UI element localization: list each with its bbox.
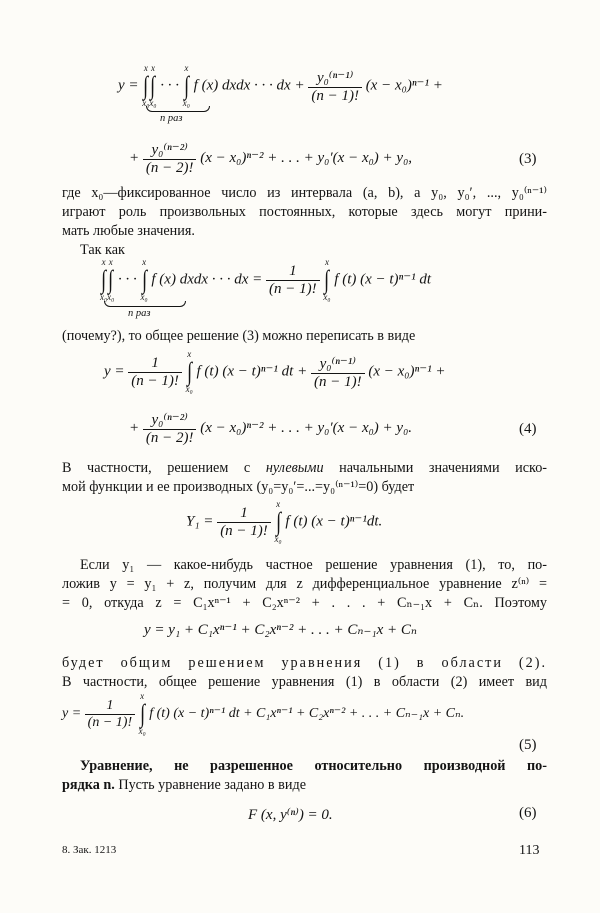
denominator: (n − 2)! [143, 429, 197, 447]
numerator: y₀⁽ⁿ⁻¹⁾ [316, 69, 354, 86]
integral-sign: ∫ [139, 699, 145, 728]
lower-limit: x₀ [149, 98, 157, 108]
eq5 [62, 692, 464, 736]
eq-general: y = y₁ + C₁xⁿ⁻¹ + C₂xⁿ⁻² + . . . + Cₙ₋₁x + Cₙ [144, 622, 418, 638]
lower-limit: x₀ [100, 292, 108, 302]
eq-number-6: (6) [519, 805, 537, 821]
numerator: y₀⁽ⁿ⁻²⁾ [151, 412, 188, 428]
plus-sign: + [129, 419, 140, 436]
eq-since [100, 258, 431, 302]
n-times-label: n раз [160, 113, 183, 124]
eq-Y1 [186, 500, 382, 544]
paragraph-3: (почему?), то общее решение (3) можно переписать в виде [62, 328, 416, 344]
numerator: 1 [240, 504, 248, 521]
integral [183, 64, 190, 108]
since-integrand: f (x) dxdx · · · dx = [151, 271, 263, 288]
eq5-lhs: y = [62, 706, 82, 722]
text-span: начальными значениями иско- [339, 460, 548, 476]
bold-heading: рядка n. [62, 777, 115, 793]
eq-number-3: (3) [519, 151, 537, 167]
upper-limit: x [150, 63, 155, 73]
text-span: В частности, решением с [62, 460, 251, 476]
lower-limit: x₀ [323, 292, 331, 302]
upper-limit: x [143, 63, 148, 73]
n-times-label: n раз [128, 308, 151, 319]
eq3-tail: (x − x₀)ⁿ⁻¹ + [365, 77, 443, 94]
eq4-lhs: y = [104, 363, 125, 380]
dots: · · · [118, 271, 137, 288]
eq4b-tail: (x − x₀)ⁿ⁻² + . . . + y₀′(x − x₀) + y₀. [200, 419, 413, 436]
eq5-fraction [85, 698, 135, 731]
integral-sign: ∫ [324, 265, 330, 294]
lower-limit: x₀ [140, 292, 148, 302]
plus-sign: + [129, 149, 140, 166]
emphasis: нулевыми [265, 460, 324, 476]
eq3b-tail: (x − x₀)ⁿ⁻² + . . . + y₀′(x − x₀) + y₀, [200, 149, 413, 166]
eq3-line2 [129, 140, 412, 177]
paragraph-6-line2: В частности, общее решение уравнения (1) в области (2) имеет вид [62, 674, 547, 690]
paragraph-6-line1: будет общим решением уравнения (1) в области (2). [62, 655, 547, 671]
lower-limit: x₀ [138, 726, 146, 736]
eq4-line2 [129, 410, 412, 447]
integral [275, 500, 282, 544]
footer-signature: 8. Зак. 1213 [62, 844, 117, 856]
denominator: (n − 1)! [85, 714, 135, 731]
paragraph-7-line2 [62, 776, 306, 795]
integral-sign: ∫ [186, 357, 192, 386]
upper-limit: x [184, 63, 189, 73]
integral [107, 258, 114, 302]
Y1-fraction [217, 505, 271, 540]
upper-limit: x [108, 257, 113, 267]
eq4b-fraction [143, 410, 197, 447]
paragraph-5-line1: Если y₁ — какое-нибудь частное решение уравнения (1), то, по- [80, 557, 547, 573]
upper-limit: x [187, 349, 192, 359]
numerator: y₀⁽ⁿ⁻²⁾ [151, 142, 188, 158]
eq4-fraction-2 [311, 354, 365, 391]
eq3-fraction [308, 68, 362, 105]
paragraph-1-line3: мать любые значения. [62, 223, 195, 239]
denominator: (n − 1)! [217, 522, 271, 540]
underbrace [146, 106, 210, 112]
denominator: (n − 1)! [311, 373, 365, 391]
integral-sign: ∫ [183, 71, 189, 100]
since-fraction [266, 263, 320, 298]
numerator: y₀⁽ⁿ⁻¹⁾ [319, 355, 356, 372]
integral [141, 258, 148, 302]
paragraph-4-line1 [62, 459, 547, 478]
upper-limit: x [324, 257, 329, 267]
paragraph-1-line1: где x₀—фиксированное число из интервала (a, b), а y₀, y₀′, ..., y₀⁽ⁿ⁻¹⁾ [62, 185, 547, 201]
integral-sign: ∫ [101, 265, 107, 294]
integral [149, 64, 156, 108]
eq-number-4: (4) [519, 421, 537, 437]
paragraph-7-line1: Уравнение, не разрешенное относительно производной по- [80, 758, 547, 774]
lower-limit: x₀ [182, 98, 190, 108]
Y1-tail: f (t) (x − t)ⁿ⁻¹dt. [285, 513, 383, 530]
paragraph-5-line2: ложив y = y₁ + z, получим для z дифференциальное уравнение z⁽ⁿ⁾ = [62, 576, 547, 592]
eq3b-fraction [143, 140, 197, 177]
eq5-tail: f (t) (x − t)ⁿ⁻¹ dt + C₁xⁿ⁻¹ + C₂xⁿ⁻² + . . . + Cₙ₋₁x + Cₙ. [149, 706, 465, 722]
eq4-tail: (x − x₀)ⁿ⁻¹ + [368, 363, 446, 380]
underbrace [104, 301, 186, 307]
upper-limit: x [140, 691, 145, 701]
lower-limit: x₀ [274, 534, 282, 544]
numerator: 1 [106, 697, 114, 713]
integral-sign: ∫ [275, 507, 281, 536]
numerator: 1 [289, 262, 297, 279]
eq4-line1 [104, 350, 445, 394]
paragraph-5-line3: = 0, откуда z = C₁xⁿ⁻¹ + C₂xⁿ⁻² + . . . + Cₙ₋₁x + Cₙ. Поэтому [62, 595, 547, 611]
integral [186, 350, 193, 394]
eq-number-5: (5) [519, 737, 537, 753]
text-span: Пусть уравнение задано в виде [118, 777, 306, 793]
integral [323, 258, 330, 302]
upper-limit: x [142, 257, 147, 267]
dots: · · · [160, 77, 180, 94]
numerator: 1 [151, 354, 159, 371]
denominator: (n − 2)! [143, 159, 197, 177]
lower-limit: x₀ [142, 98, 150, 108]
upper-limit: x [101, 257, 106, 267]
paragraph-1-line2: играют роль произвольных постоянных, которые здесь могут прини- [62, 204, 547, 220]
eq4-fraction [128, 355, 182, 390]
Y1-lhs: Y₁ = [186, 513, 214, 530]
integral-sign: ∫ [143, 71, 149, 100]
eq6: F (x, y⁽ⁿ⁾) = 0. [248, 807, 333, 823]
denominator: (n − 1)! [128, 372, 182, 390]
eq3-integrand: f (x) dxdx · · · dx + [193, 77, 305, 94]
lower-limit: x₀ [107, 292, 115, 302]
lower-limit: x₀ [185, 384, 193, 394]
integral [139, 692, 146, 736]
denominator: (n − 1)! [308, 87, 362, 105]
paragraph-2: Так как [80, 242, 125, 258]
paragraph-4-line2: мой функции и ее производных (y₀=y₀′=...=y₀⁽ⁿ⁻¹⁾=0) будет [62, 479, 415, 495]
eq4-integrand: f (t) (x − t)ⁿ⁻¹ dt + [196, 363, 308, 380]
integral-sign: ∫ [141, 265, 147, 294]
page-number: 113 [519, 843, 540, 858]
eq3-lhs: y = [118, 77, 139, 94]
integral-sign: ∫ [150, 71, 156, 100]
upper-limit: x [276, 499, 281, 509]
integral-sign: ∫ [108, 265, 114, 294]
denominator: (n − 1)! [266, 280, 320, 298]
since-tail: f (t) (x − t)ⁿ⁻¹ dt [334, 271, 432, 288]
